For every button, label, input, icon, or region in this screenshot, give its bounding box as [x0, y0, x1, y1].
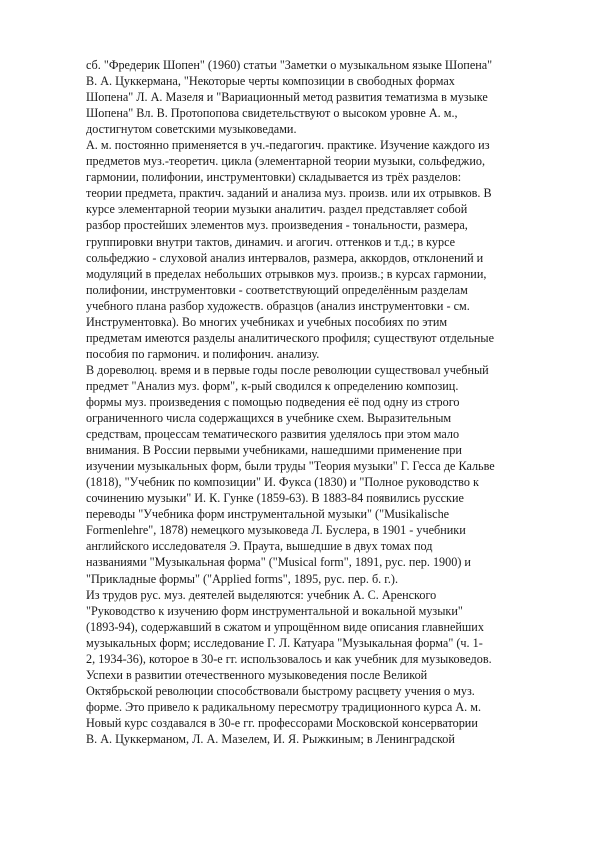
text-line: переводы "Учебника форм инструментальной музыки" ("Musikalische — [86, 507, 450, 522]
text-line: группировки внутри тактов, динамич. и агогич. оттенков и т.д.; в курсе — [86, 234, 456, 249]
text-line: сольфеджио - слуховой анализ интервалов, размера, аккордов, отклонений и — [86, 250, 484, 265]
text-line: В дореволюц. время и в первые годы после революции существовал учебный — [86, 362, 489, 377]
text-line: Из трудов рус. муз. деятелей выделяются: учебник А. С. Аренского — [86, 587, 437, 602]
text-line: (1818), "Учебник по композиции" И. Фукса (1830) и "Полное руководство к — [86, 475, 479, 490]
text-line: В. А. Цуккерманом, Л. А. Мазелем, И. Я. Рыжкиным; в Ленинградской — [86, 731, 455, 746]
text-line: сочинению музыки" И. К. Гунке (1859-63). В 1883-84 появились русские — [86, 491, 464, 506]
text-line: внимания. В России первыми учебниками, нашедшими применение при — [86, 443, 462, 458]
text-line: форме. Это привело к радикальному пересмотру традиционного курса А. м. — [86, 699, 482, 714]
text-line: учебного плана разбор художеств. образцов (анализ инструментовки - см. — [86, 298, 470, 313]
text-line: названиями "Музыкальная форма" ("Musical form", 1891, рус. пер. 1900) и — [86, 555, 471, 570]
text-line: (1893-94), содержавший в сжатом и упрощённом виде описания главнейших — [86, 619, 484, 634]
text-line: пособия по гармонич. и полифонич. анализу. — [86, 346, 320, 361]
text-line: ограниченного числа содержащихся в учебнике схем. Выразительным — [86, 411, 452, 426]
text-line: предмет "Анализ муз. форм", к-рый сводился к определению композиц. — [86, 378, 459, 393]
body-text — [86, 57, 556, 747]
text-line: сб. "Фредерик Шопен" (1960) статьи "Заметки о музыкальном языке Шопена" — [86, 58, 493, 72]
text-line: предметов муз.-теоретич. цикла (элементарной теории музыки, сольфеджио, — [86, 154, 486, 169]
text-line: достигнутом советскими музыковедами. — [86, 122, 297, 137]
text-line: Октябрьской революции способствовали быстрому расцвету учения о муз. — [86, 683, 475, 698]
text-line: гармонии, полифонии, инструментовки) складывается из трёх разделов: — [86, 170, 462, 185]
text-line: Шопена" Вл. В. Протопопова свидетельствуют о высоком уровне А. м., — [86, 106, 458, 121]
text-line: Formenlehre", 1878) немецкого музыковеда Л. Буслера, в 1901 - учебники — [86, 523, 466, 538]
text-line: средствам, процессам тематического развития уделялось при этом мало — [86, 427, 460, 442]
text-line: В. А. Цуккермана, "Некоторые черты композиции в свободных формах — [86, 74, 455, 89]
text-line: Инструментовка). Во многих учебниках и учебных пособиях по этим — [86, 314, 448, 329]
text-line: Новый курс создавался в 30-е гг. профессорами Московской консерватории — [86, 715, 478, 730]
text-line: Успехи в развитии отечественного музыковедения после Великой — [86, 667, 428, 682]
text-line: 2, 1934-36), которое в 30-е гг. использовалось и как учебник для музыковедов. — [86, 651, 492, 666]
text-line: полифонии, инструментовки - соответствующий определённым разделам — [86, 282, 468, 297]
text-line: музыкальных форм; исследование Г. Л. Катуара "Музыкальная форма" (ч. 1- — [86, 635, 483, 650]
text-line: А. м. постоянно применяется в уч.-педагогич. практике. Изучение каждого из — [86, 138, 490, 153]
text-line: изучении музыкальных форм, были труды "Теория музыки" Г. Гесса де Кальве — [86, 459, 495, 474]
text-line: Шопена" Л. А. Мазеля и "Вариационный метод развития тематизма в музыке — [86, 90, 488, 105]
text-line: разбор простейших элементов муз. произведения - тональности, размера, — [86, 218, 468, 233]
text-line: теории предмета, практич. заданий и анализа муз. произв. или их отрывков. В — [86, 186, 492, 201]
text-line: "Прикладные формы" ("Applied forms", 1895, рус. пер. б. г.). — [86, 571, 399, 586]
text-line: английского исследователя Э. Праута, вышедшие в двух томах под — [86, 539, 433, 554]
text-line: "Руководство к изучению форм инструментальной и вокальной музыки" — [86, 603, 463, 618]
text-line: курсе элементарной теории музыки аналитич. раздел представляет собой — [86, 202, 468, 217]
text-line: модуляций в пределах небольших отрывков муз. произв.; в курсах гармонии, — [86, 266, 487, 281]
text-line: предметам имеются разделы аналитического профиля; существуют отдельные — [86, 330, 495, 345]
text-line: формы муз. произведения с помощью подведения её под одну из строго — [86, 394, 460, 409]
